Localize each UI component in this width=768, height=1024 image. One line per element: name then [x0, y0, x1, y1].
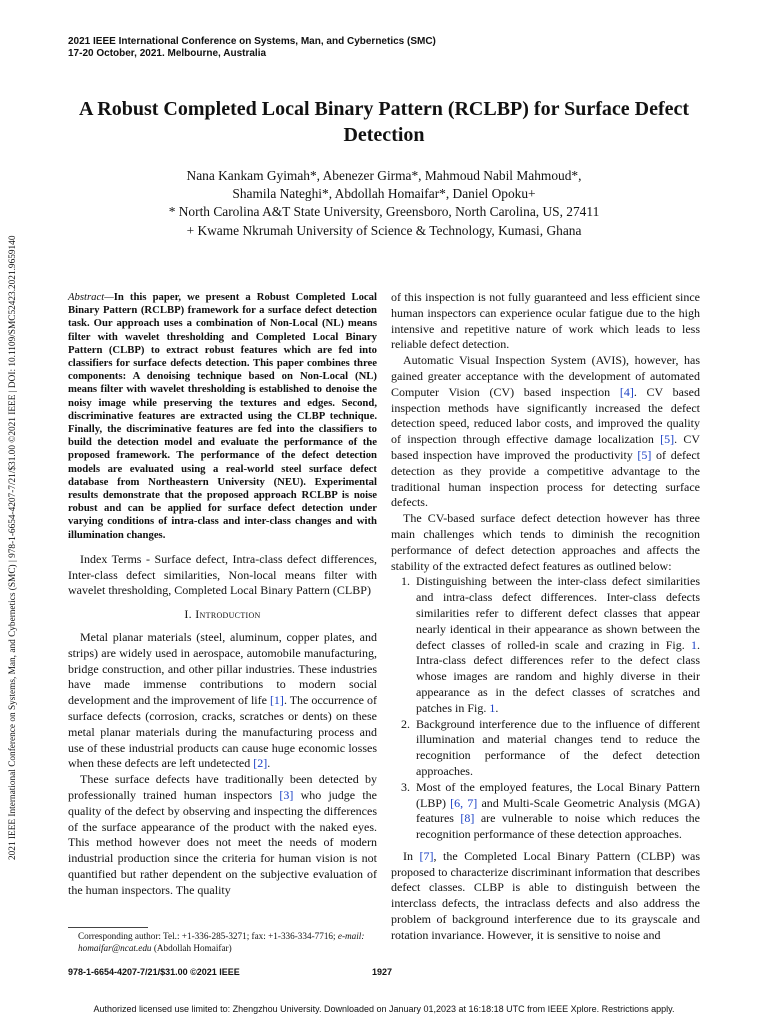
citation-link[interactable]: [6, 7]	[450, 795, 478, 810]
author-line-2: Shamila Nateghi*, Abdollah Homaifar*, Daniel Opoku+	[232, 186, 536, 202]
conference-date: 17-20 October, 2021. Melbourne, Australia	[68, 48, 267, 59]
abstract	[68, 291, 377, 542]
citation-link[interactable]: [7]	[419, 848, 434, 863]
side-citation: 2021 IEEE International Conference on Systems, Man, and Cybernetics (SMC) | 978-1-6654-4207-7/21/$31.00 ©2021 IEEE | DOI: 10.1109/SMC52423.2021.9659140	[8, 235, 18, 860]
footnote-email: e-mail: homaifar@ncat.edu	[78, 931, 365, 953]
footnote: Corresponding author: Tel.: +1-336-285-3271; fax: +1-336-334-7716; e-mail: homaifar@ncat.edu (Abdollah Homaifar)	[68, 931, 377, 954]
paragraph-continued: of this inspection is not fully guaranteed and less efficient since human inspectors can experience ocular fatigue due to the high intensive and repetitive nature of work which leads to less reliable defect detection.	[391, 290, 700, 352]
figure-link[interactable]: 1	[691, 637, 697, 652]
paper-title: A Robust Completed Local Binary Pattern (RCLBP) for Surface Defect Detection	[78, 98, 690, 146]
list-item: 2. Background interference due to the influence of different illumination and material changes tend to reduce the recognition performance of the defect detection approaches.	[413, 717, 700, 780]
page-number: 1927	[372, 967, 393, 977]
left-column	[68, 291, 377, 899]
citation-link[interactable]: [8]	[460, 811, 475, 826]
license-notice: Authorized licensed use limited to: Zhengzhou University. Downloaded on January 01,2023 at 16:18:18 UTC from IEEE Xplore. Restrictions apply.	[93, 1004, 675, 1014]
author-line-1: Nana Kankam Gyimah*, Abenezer Girma*, Mahmoud Nabil Mahmoud*,	[186, 168, 582, 183]
citation-link[interactable]: [3]	[279, 788, 294, 803]
challenges-list	[391, 574, 700, 843]
intro-paragraph-2: These surface defects have traditionally been detected by professionally trained human inspectors [3] who judge the quality of the defect by observing and inspecting the differences of the surface appearance of the product with the naked eyes. This method however does not meet the needs of modern industrial production since the criteria for human vision is not quantified but rather dependent on the subjective evaluation of the human inspectors. The quality	[68, 772, 377, 897]
figure-link[interactable]: 1	[489, 700, 496, 715]
citation-link[interactable]: [5]	[660, 432, 675, 447]
intro-paragraph-1: Metal planar materials (steel, aluminum, copper plates, and strips) are widely used in aerospace, automobile manufacturing, bridge construction, and other pillar industries. These industries have made immense contributions to modern social development and the improvement of life [1]. The occurrence of surface defects (corrosion, cracks, scratches or dents) on these metal planar materials during the manufacturing process and use of these industrial products can cause huge economic losses when these defects are left undetected [2].	[68, 630, 377, 771]
right-column	[391, 290, 700, 944]
conference-name: 2021 IEEE International Conference on Systems, Man, and Cybernetics (SMC)	[68, 36, 436, 47]
abstract-text: In this paper, we present a Robust Completed Local Binary Pattern (RCLBP) framework for a surface defect detection task. Our approach uses a combination of Non-Local (NL) means filter with wavelet thresholding and Completed Local Binary Pattern (CLBP) to extract robust features which are fed into classifiers for surface defects detection. This paper combines three components: A denoising technique based on Non-Local (NL) means filter with wavelet thresholding is established to denoise the noisy image while preserving the textures and edges. Second, discriminative features are extracted using the CLBP technique. Finally, the discriminative features are fed into the classifiers to build the detection model and evaluate the performance of the proposed framework. The performance of the defect detection models are evaluated using a real-world steel surface defect database from Northeastern University (NEU). Experimental results demonstrate that the proposed approach RCLBP is noise robust and can be applied for surface defect detection under varying conditions of intra-class and inter-class changes and with illumination changes.	[68, 291, 377, 541]
affiliation-2: + Kwame Nkrumah University of Science & Technology, Kumasi, Ghana	[186, 222, 582, 238]
citation-link[interactable]: [2]	[253, 756, 268, 771]
index-terms: Index Terms - Surface defect, Intra-class defect differences, Inter-class defect similarities, Non-local means filter with wavelet thresholding, Completed Local Binary Pattern (CLBP)	[68, 551, 377, 598]
author-block	[60, 167, 708, 240]
clbp-paragraph: In [7], the Completed Local Binary Pattern (CLBP) was proposed to characterize discriminant information that describes defect classes. CLBP is able to distinguish between the interclass defects, the intraclass defects and also address the problem of background interference due to its grayscale and rotation invariance. However, it is sensitive to noise and	[391, 848, 701, 942]
list-item: 1. Distinguishing between the inter-class defect similarities and intra-class defect differences. Inter-class defects similarities refer to different defect classes that appear nearly identical in their appearance as shown between the defect classes of rolled-in scale and crazing in Fig. 1. Intra-class defect differences refer to the defect class whose images are random and highly diverse in their appearance as in the defect classes of scratches and patches in Fig. 1.	[413, 574, 700, 716]
abstract-label: Abstract—	[68, 291, 114, 303]
challenges-paragraph: The CV-based surface defect detection however has three main challenges which tends to diminish the recognition performance of defect detection approaches and affects the stability of the extracted defect features as outlined below:	[391, 511, 700, 573]
isbn-footer: 978-1-6654-4207-7/21/$31.00 ©2021 IEEE	[68, 967, 240, 977]
footnote-rule	[68, 927, 148, 928]
affiliation-1: * North Carolina A&T State University, Greensboro, North Carolina, US, 27411	[168, 204, 600, 220]
citation-link[interactable]: [4]	[619, 384, 634, 399]
list-item: 3. Most of the employed features, the Local Binary Pattern (LBP) [6, 7] and Multi-Scale Geometric Analysis (MGA) features [8] are vulnerable to noise which reduces the recognition performance of these detection approaches.	[413, 780, 700, 843]
citation-link[interactable]: [5]	[637, 447, 652, 462]
avis-paragraph: Automatic Visual Inspection System (AVIS), however, has gained greater acceptance with the development of automated Computer Vision (CV) based inspection [4]. CV based inspection methods have significantly increased the defect detection speed, reduced labor costs, and improved the quality of inspection through effective damage localization [5]. CV based inspection have improved the productivity [5] of defect detection as they provide a competitive advantage to the traditional human inspection process for detecting surface defects.	[391, 353, 701, 510]
section-heading-introduction: I. Introduction	[184, 607, 261, 622]
conference-header	[68, 36, 436, 60]
citation-link[interactable]: [1]	[269, 693, 284, 708]
